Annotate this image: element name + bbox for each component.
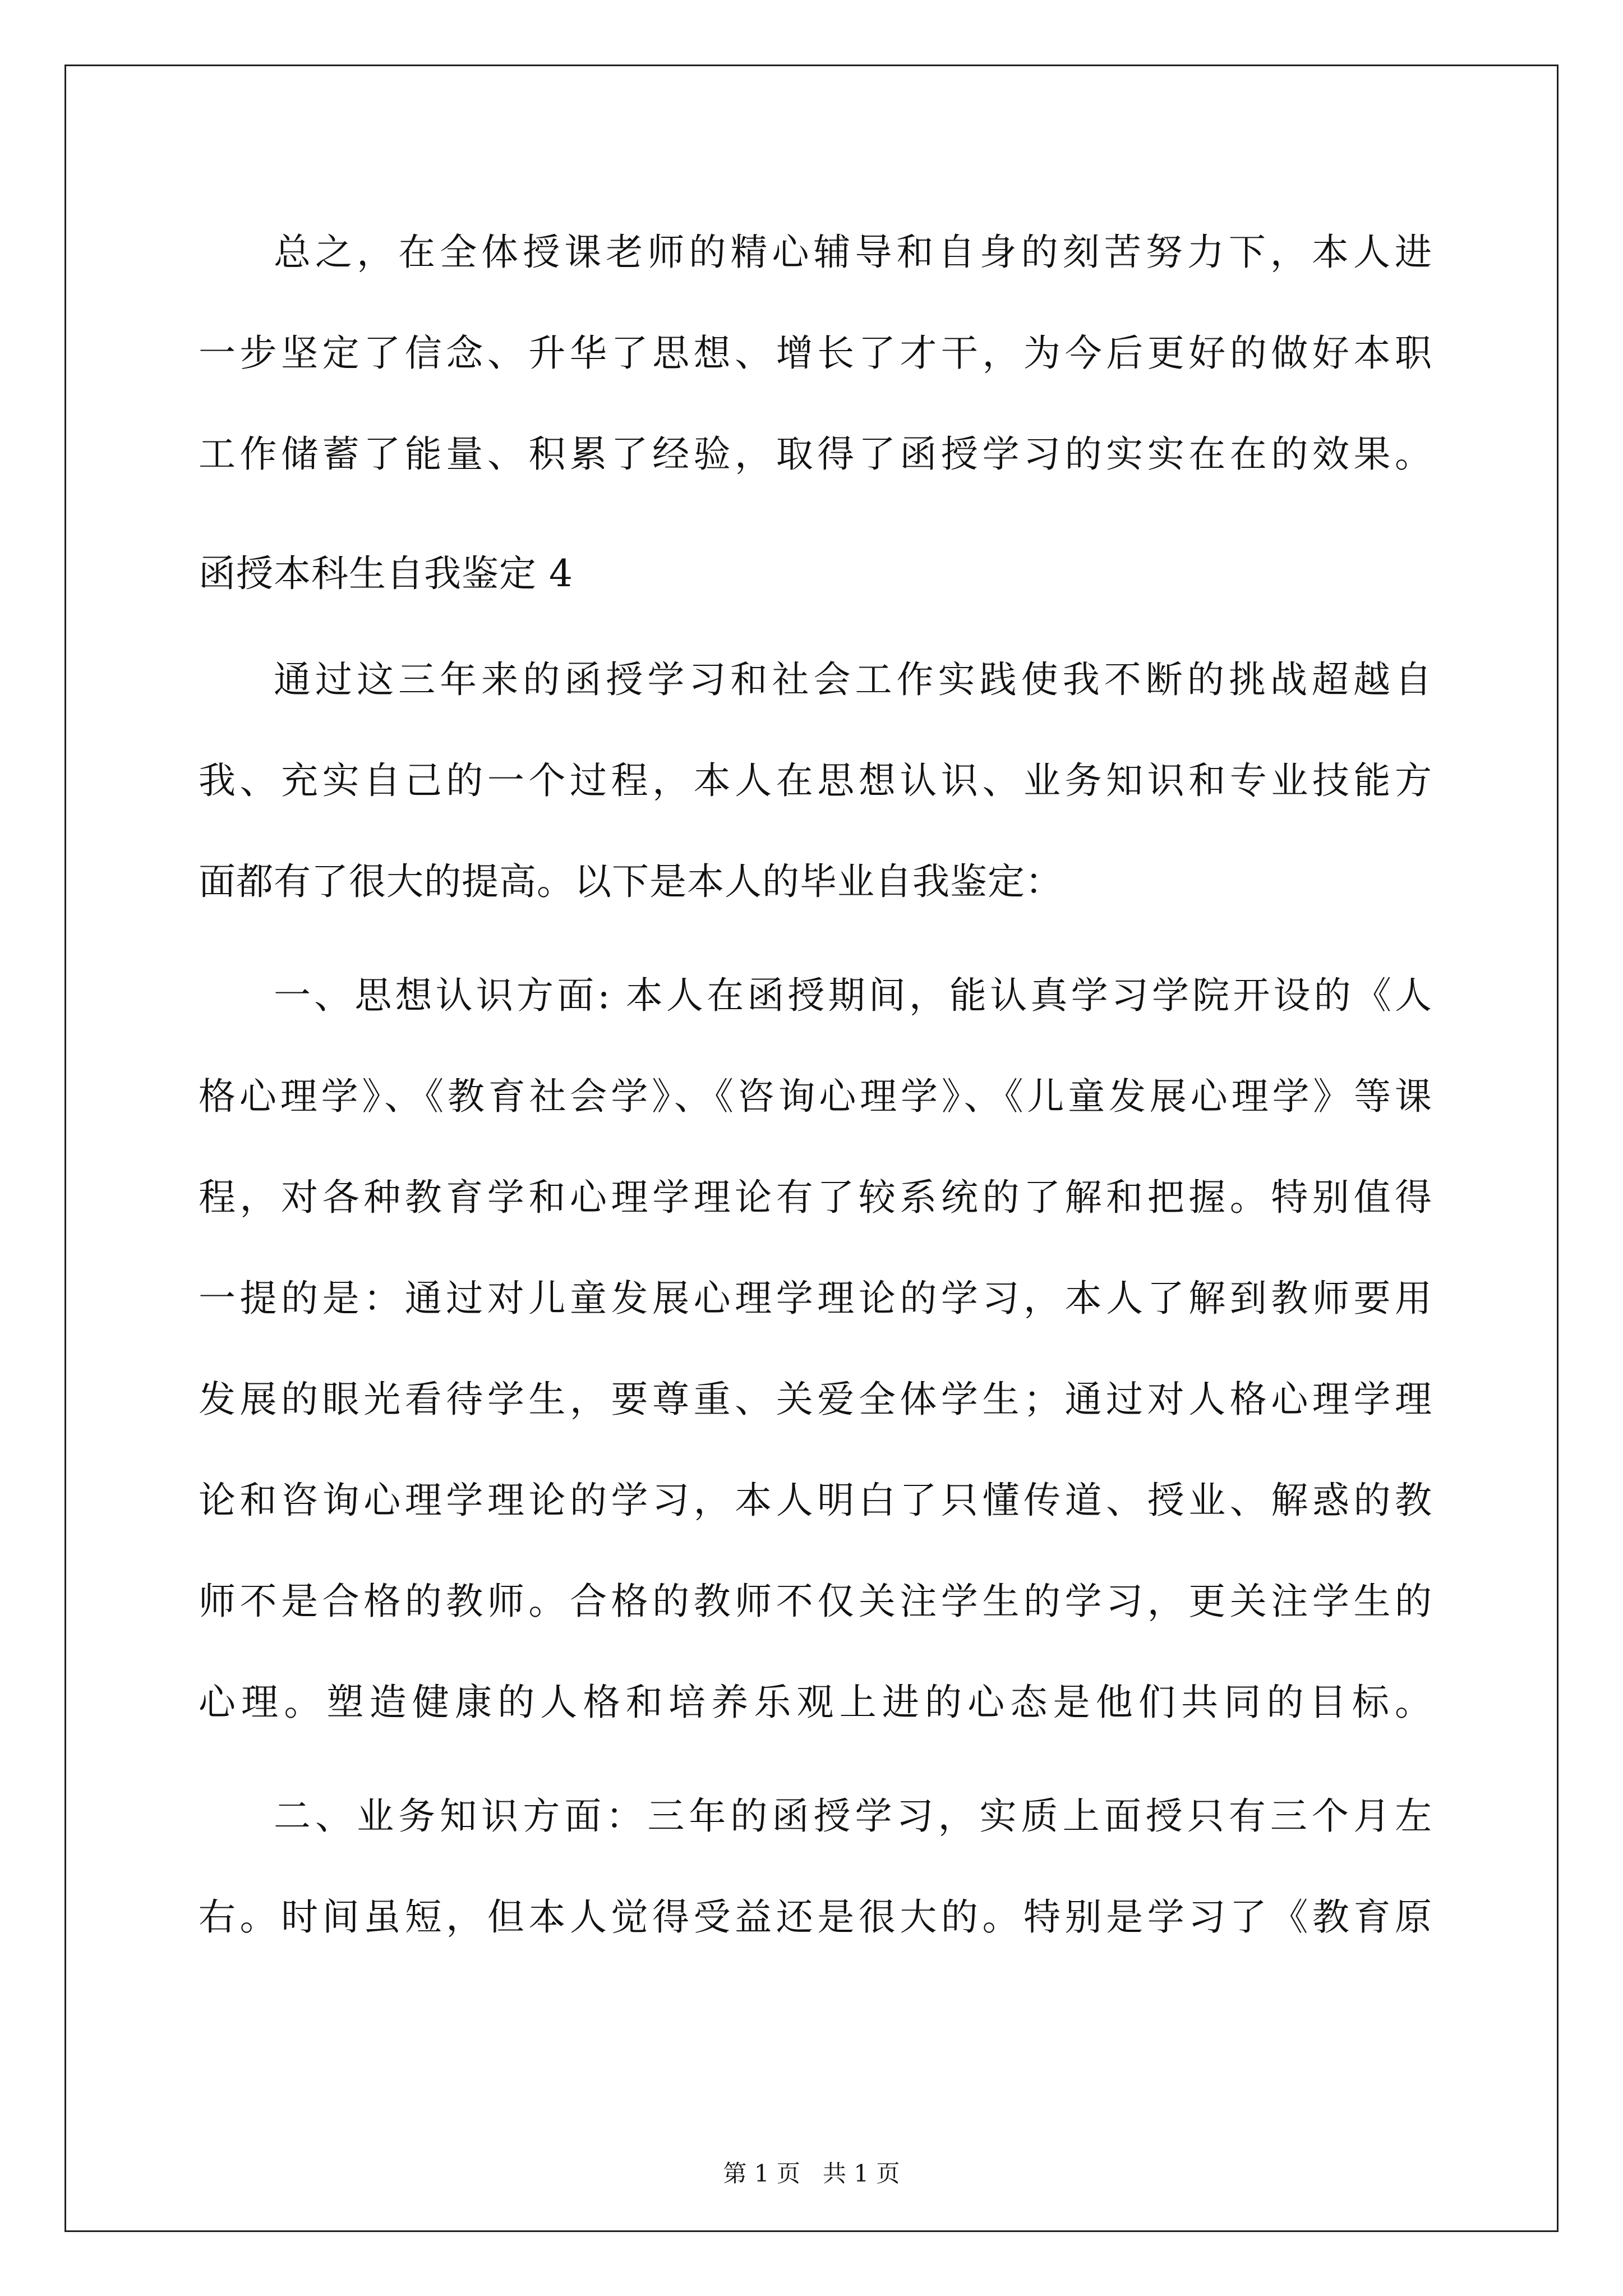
paragraph-1-line-3: 工作储蓄了能量、积累了经验，取得了函授学习的实实在在的效果。	[199, 432, 1432, 476]
paragraph-3-line-5: 发展的眼光看待学生，要尊重、关爱全体学生；通过对人格心理学理	[199, 1378, 1432, 1421]
paragraph-2-line-1: 通过这三年来的函授学习和社会工作实践使我不断的挑战超越自	[274, 658, 1432, 701]
paragraph-3-line-7: 师不是合格的教师。合格的教师不仅关注学生的学习，更关注学生的	[199, 1580, 1432, 1623]
page-footer: 第 1 页 共 1 页	[723, 2160, 900, 2187]
paragraph-4-line-2: 右。时间虽短，但本人觉得受益还是很大的。特别是学习了《教育原	[199, 1895, 1432, 1939]
paragraph-3-line-4: 一提的是：通过对儿童发展心理学理论的学习，本人了解到教师要用	[199, 1277, 1432, 1320]
paragraph-3-line-3: 程，对各种教育学和心理学理论有了较系统的了解和把握。特别值得	[199, 1176, 1432, 1219]
section-heading: 函授本科生自我鉴定 4	[199, 552, 573, 595]
paragraph-1-line-2: 一步坚定了信念、升华了思想、增长了才干，为今后更好的做好本职	[199, 332, 1432, 375]
paragraph-3-line-2: 格心理学》、《教育社会学》、《咨询心理学》、《儿童发展心理学》等课	[199, 1075, 1432, 1118]
paragraph-1-line-1: 总之，在全体授课老师的精心辅导和自身的刻苦努力下，本人进	[274, 231, 1432, 274]
paragraph-4-line-1: 二、业务知识方面：三年的函授学习，实质上面授只有三个月左	[274, 1795, 1432, 1838]
paragraph-3-line-1: 一、思想认识方面: 本人在函授期间，能认真学习学院开设的《人	[274, 974, 1432, 1017]
paragraph-3-line-8: 心理。塑造健康的人格和培养乐观上进的心态是他们共同的目标。	[199, 1681, 1432, 1724]
paragraph-2-line-3: 面都有了很大的提高。以下是本人的毕业自我鉴定：	[199, 860, 1063, 903]
paragraph-3-line-6: 论和咨询心理学理论的学习，本人明白了只懂传道、授业、解惑的教	[199, 1479, 1432, 1522]
paragraph-2-line-2: 我、充实自己的一个过程，本人在思想认识、业务知识和专业技能方	[199, 759, 1432, 802]
